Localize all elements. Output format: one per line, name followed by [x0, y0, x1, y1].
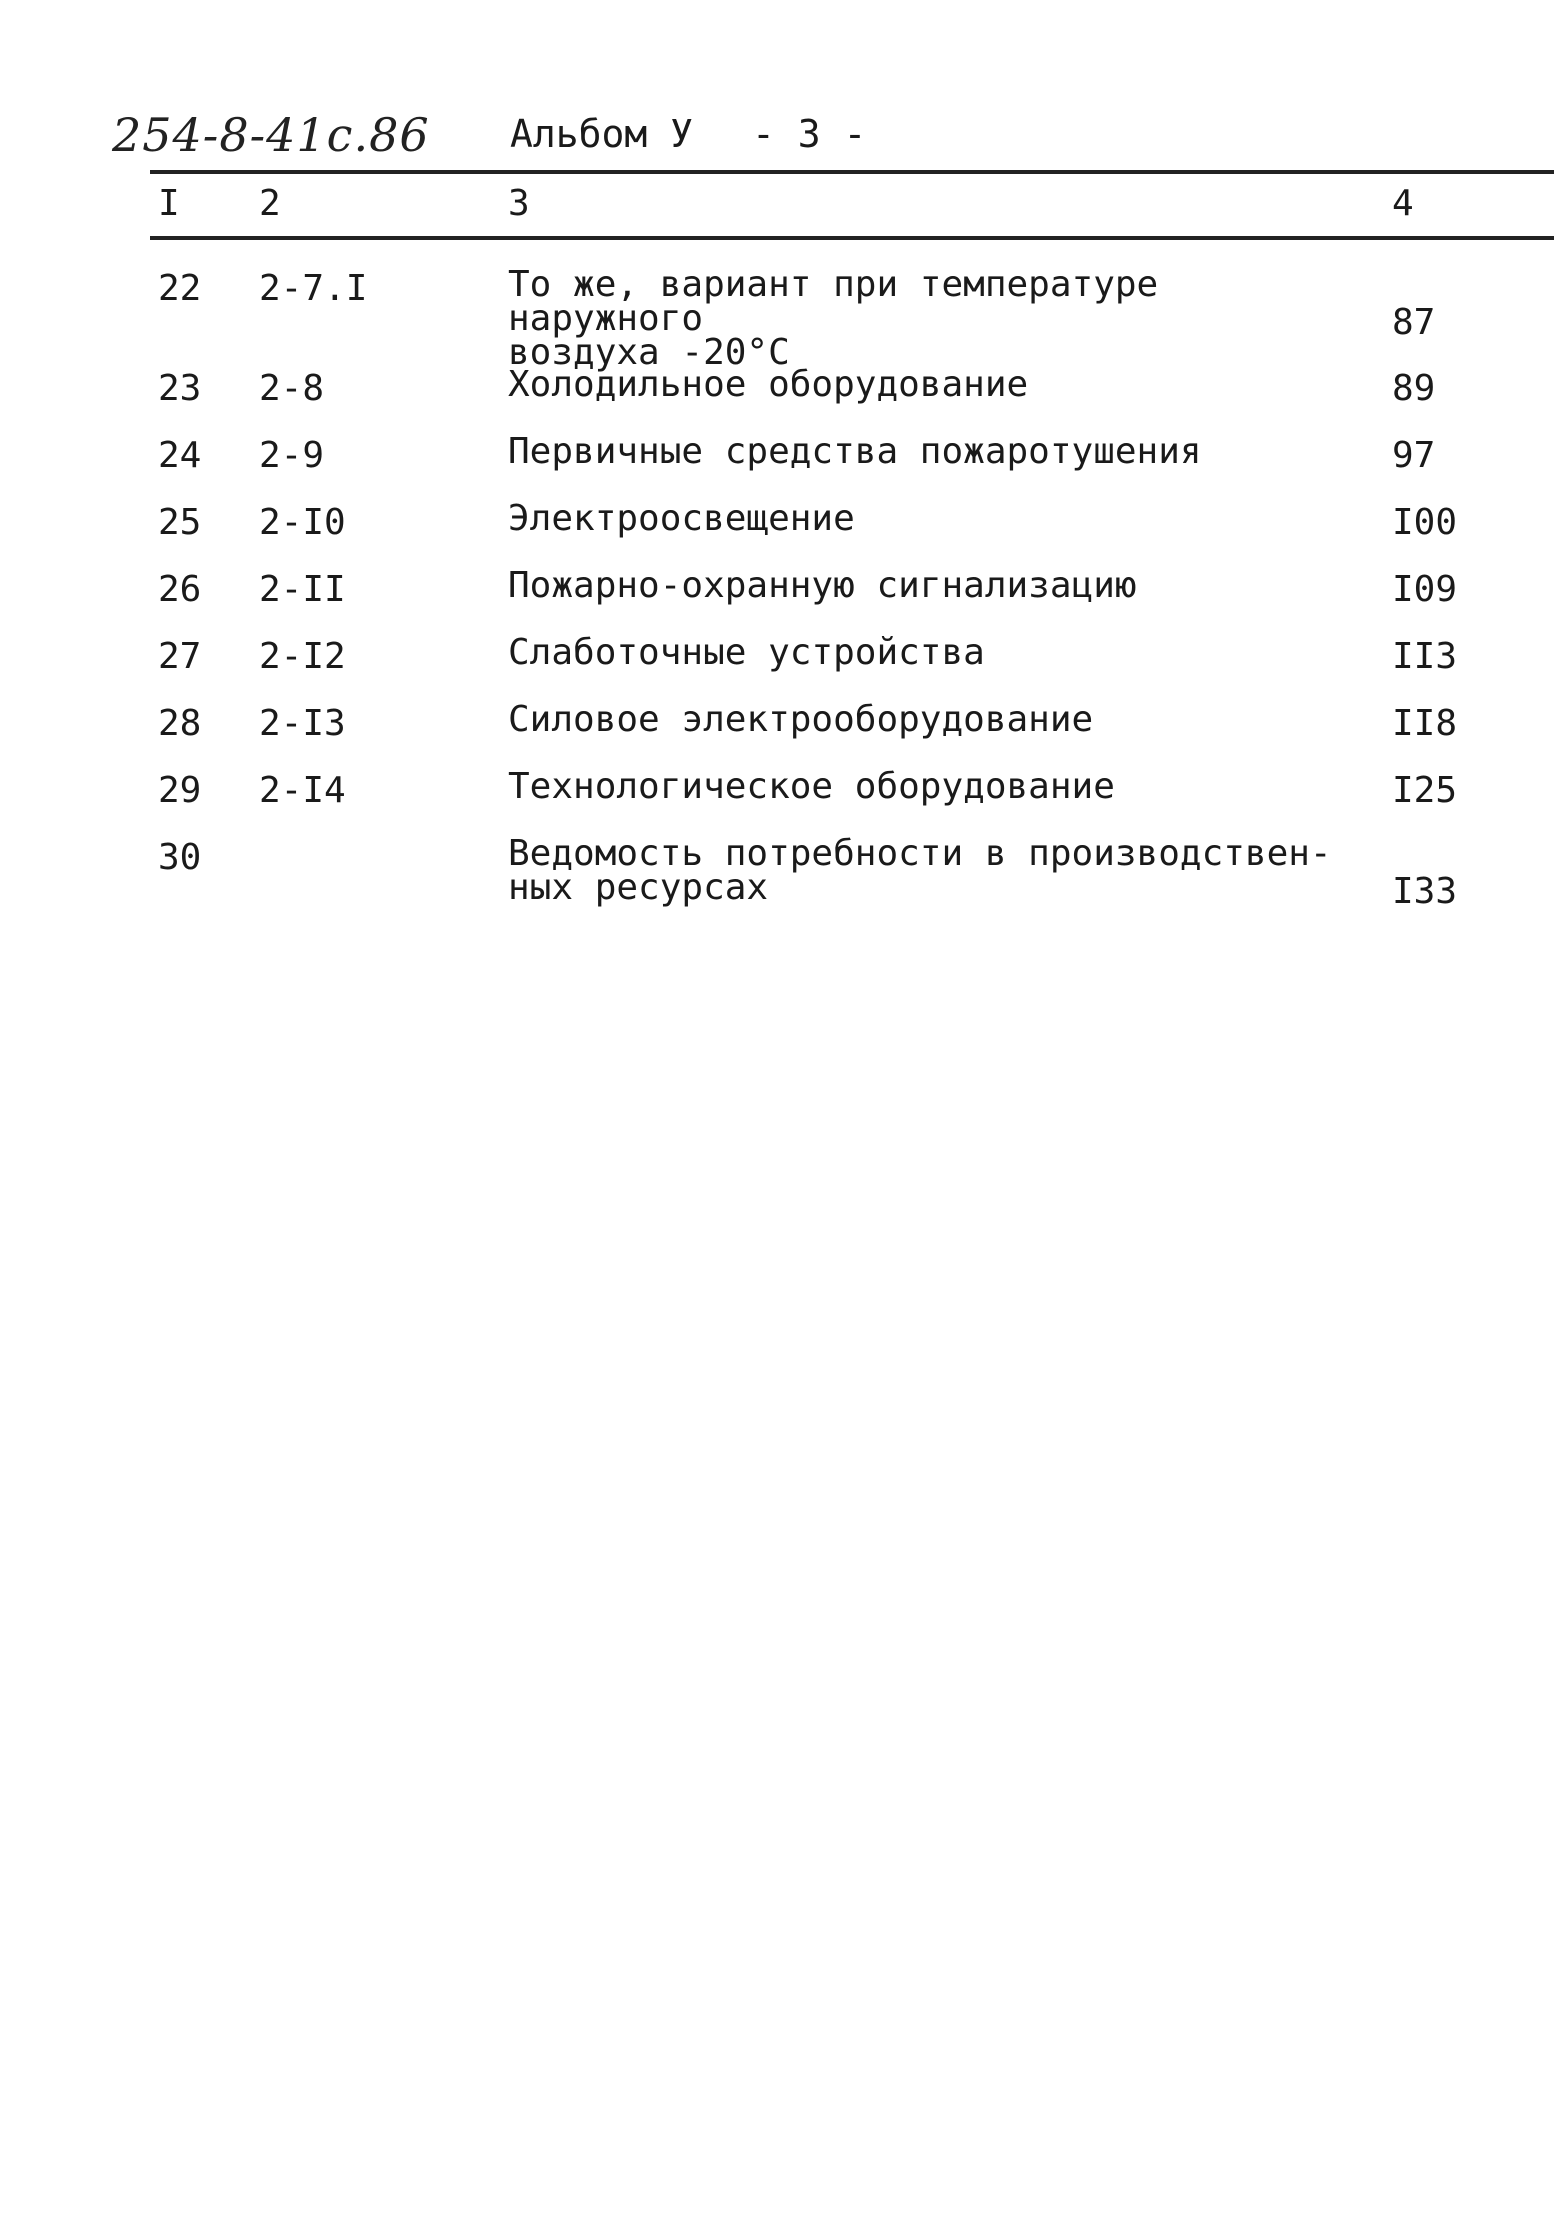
row-code: 2-I0 [259, 502, 346, 543]
row-number: 28 [158, 703, 202, 744]
row-page: 97 [1392, 435, 1436, 476]
row-title-line: Первичные средства пожаротушения [508, 431, 1202, 472]
row-page: II3 [1392, 636, 1458, 677]
row-code: 2-8 [259, 368, 325, 409]
row-number: 27 [158, 636, 202, 677]
row-title-line: Слаботочные устройства [508, 632, 985, 673]
page-number: - 3 - [752, 112, 867, 156]
album-label: Альбом У [510, 112, 694, 156]
row-title [508, 431, 1358, 472]
row-number: 22 [158, 268, 202, 309]
row-page: I25 [1392, 770, 1458, 811]
row-code: 2-I4 [259, 770, 346, 811]
row-page: I33 [1392, 871, 1458, 912]
row-title-line: Пожарно-охранную сигнализацию [508, 565, 1137, 606]
header-bottom-rule [150, 236, 1554, 240]
row-title-line: Электроосвещение [508, 498, 855, 539]
row-page: I00 [1392, 502, 1458, 543]
row-title [508, 766, 1358, 807]
row-title [508, 565, 1358, 606]
row-number: 30 [158, 837, 202, 878]
row-title-line: Ведомость потребности в производствен- [508, 833, 1332, 874]
row-number: 23 [158, 368, 202, 409]
row-title [508, 833, 1358, 908]
handwritten-document-code: 254-8-41c.86 [112, 108, 430, 162]
row-page: 89 [1392, 368, 1436, 409]
column-header-1: I [158, 183, 180, 224]
row-title-line: Холодильное оборудование [508, 364, 1029, 405]
row-page: I09 [1392, 569, 1458, 610]
row-title [508, 364, 1358, 405]
column-header-2: 2 [259, 183, 281, 224]
row-code: 2-7.I [259, 268, 368, 309]
row-title [508, 264, 1358, 373]
row-title-line: воздуха -20°С [508, 332, 790, 373]
row-page: II8 [1392, 703, 1458, 744]
row-code: 2-I2 [259, 636, 346, 677]
row-number: 29 [158, 770, 202, 811]
row-title-line: Силовое электрооборудование [508, 699, 1094, 740]
row-title-line: То же, вариант при температуре наружного [508, 264, 1159, 339]
row-number: 25 [158, 502, 202, 543]
column-header-4: 4 [1392, 183, 1414, 224]
row-title [508, 498, 1358, 539]
row-title-line: ных ресурсах [508, 867, 769, 908]
header-top-rule [150, 170, 1554, 174]
row-title-line: Технологическое оборудование [508, 766, 1115, 807]
column-header-3: 3 [508, 183, 530, 224]
row-code: 2-9 [259, 435, 325, 476]
row-code: 2-II [259, 569, 346, 610]
row-title [508, 699, 1358, 740]
row-number: 24 [158, 435, 202, 476]
row-title [508, 632, 1358, 673]
row-page: 87 [1392, 302, 1436, 343]
row-number: 26 [158, 569, 202, 610]
row-code: 2-I3 [259, 703, 346, 744]
